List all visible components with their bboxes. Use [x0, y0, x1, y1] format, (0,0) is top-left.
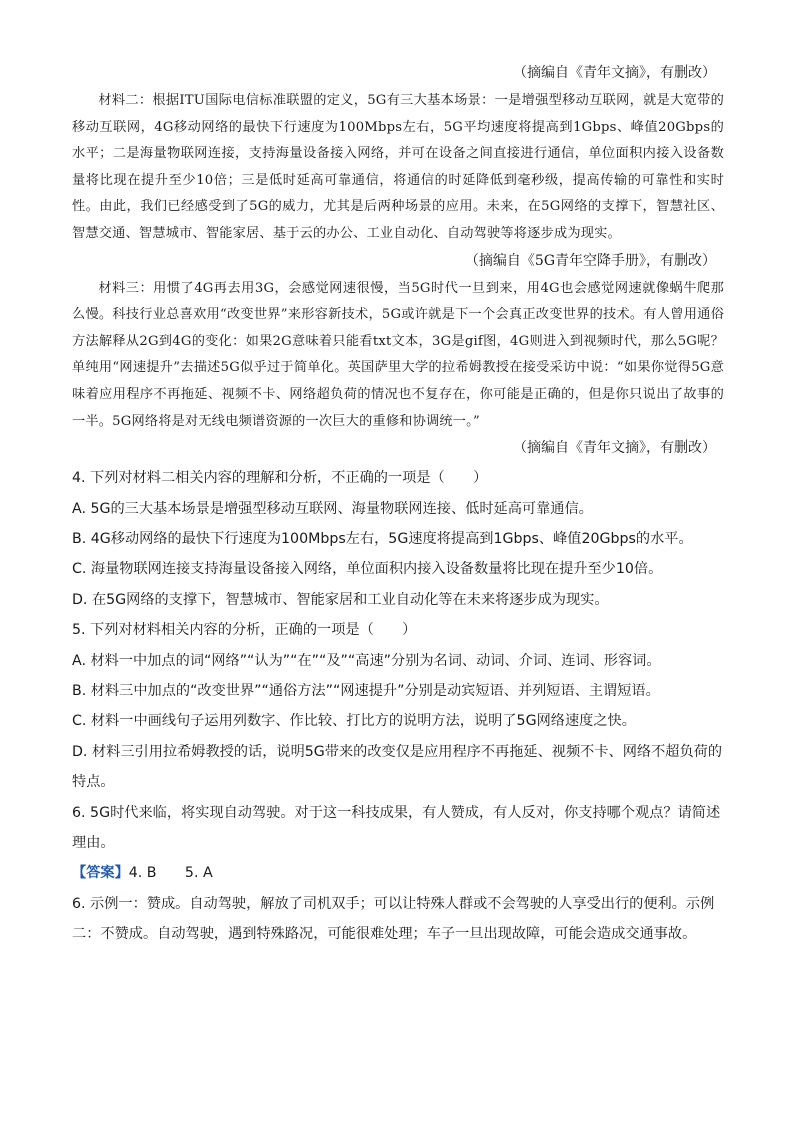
question-5-stem: 5. 下列对材料相关内容的分析，正确的一项是（ ） [72, 622, 417, 639]
question-5-option-d: D. 材料三引用拉希姆教授的话，说明5G带来的改变仅是应用程序不再拖延、视频不卡、网络不超负荷的特点。 [72, 743, 723, 791]
material-two: 材料二：根据ITU国际电信标准联盟的定义，5G有三大基本场景：一是增强型移动互联网，就是大宽带的移动互联网，4G移动网络的最快下行速度为100Mbps左右，5G平均速度将提高到1Gbps、峰值20Gbps的水平；二是海量物联网连接，支持海量设备接入网络，并可在设备之间直接进行通信，单位面积内接入设备数量将比现在提升至少10倍；三是低时延高可靠通信，将通信的时延降低到毫秒级，提高传输的可靠性和实时性。由此，我们已经感受到了5G的威力，尤其是后两种场景的应用。未来，在5G网络的支撑下，智慧社区、智慧交通、智慧城市、智能家居、基于云的办公、工业自动化、自动驾驶等将逐步成为现实。 [72, 93, 724, 241]
question-4-option-a: A. 5G的三大基本场景是增强型移动互联网、海量物联网连接、低时延高可靠通信。 [72, 500, 593, 517]
question-4-option-c: C. 海量物联网连接支持海量设备接入网络，单位面积内接入设备数量将比现在提升至少10倍。 [72, 561, 663, 578]
question-4-option-d: D. 在5G网络的支撑下，智慧城市、智能家居和工业自动化等在未来将逐步成为现实。 [72, 591, 609, 608]
answer-line [72, 858, 724, 888]
material-three: 材料三：用惯了4G再去用3G，会感觉网速很慢，当5G时代一旦到来，用4G也会感觉网速就像蜗牛爬那么慢。科技行业总喜欢用“改变世界”来形容新技术，5G或许就是下一个会真正改变世界的技术。有人曾用通俗方法解释从2G到4G的变化：如果2G意味着只能看txt文本，3G是gif图，4G则进入到视频时代，那么5G呢？单纯用“网速提升”去描述5G似乎过于简单化。英国萨里大学的拉希姆教授在接受采访中说：“如果你觉得5G意味着应用程序不再拖延、视频不卡、网络超负荷的情况也不复存在，你可能是正确的，但是你只说出了故事的一半。5G网络将是对无线电频谱资源的一次巨大的重修和协调统一。” [72, 280, 724, 429]
answer-explanation: 6. 示例一：赞成。自动驾驶，解放了司机双手；可以让特殊人群或不会驾驶的人享受出行的便利。示例二：不赞成。自动驾驶，遇到特殊路况，可能很难处理；车子一旦出现故障，可能会造成交通事故。 [72, 895, 715, 943]
question-5-option-a: A. 材料一中加点的词“网络”“认为”“在”“及”“高速”分别为名词、动词、介词、连词、形容词。 [72, 652, 661, 669]
source-note-2: （摘编自《5G青年空降手册》，有删改） [464, 252, 716, 269]
answer-choices: 4. B 5. A [128, 865, 213, 882]
answer-tag: 【答案】 [72, 865, 129, 882]
question-4-stem: 4. 下列对材料二相关内容的理解和分析，不正确的一项是（ ） [72, 470, 488, 487]
question-5-option-c: C. 材料一中画线句子运用列数字、作比较、打比方的说明方法，说明了5G网络速度之快。 [72, 713, 636, 730]
question-5-option-b: B. 材料三中加点的“改变世界”“通俗方法”“网速提升”分别是动宾短语、并列短语、主谓短语。 [72, 682, 660, 699]
question-4-option-b: B. 4G移动网络的最快下行速度为100Mbps左右，5G速度将提高到1Gbps、峰值20Gbps的水平。 [72, 530, 693, 547]
source-note-1: （摘编自《青年文摘》，有删改） [513, 65, 716, 81]
question-6-stem: 6. 5G时代来临，将实现自动驾驶。对于这一科技成果，有人赞成，有人反对，你支持哪个观点？请简述理由。 [72, 804, 721, 851]
source-note-3: （摘编自《青年文摘》，有删改） [513, 440, 716, 457]
